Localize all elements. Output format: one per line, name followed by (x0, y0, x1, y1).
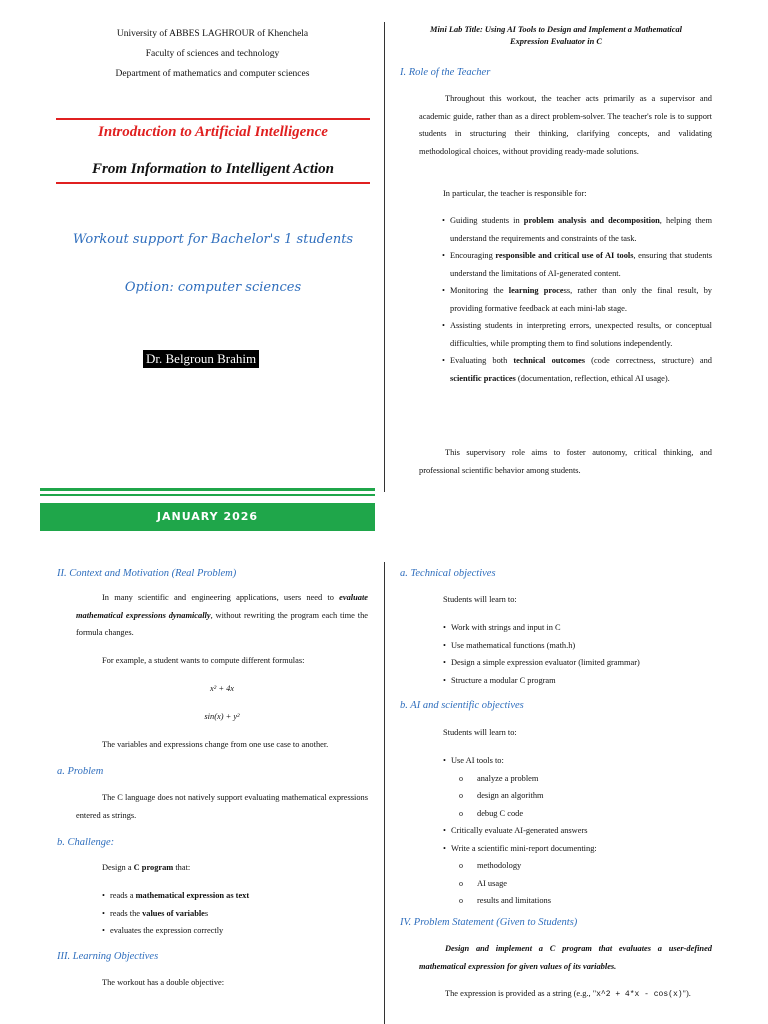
banner-rule-2 (40, 494, 375, 496)
ai-sub-item: o design an algorithm (459, 787, 713, 805)
challenge-item: • evaluates the expression correctly (102, 922, 368, 940)
ai-objectives-list (443, 752, 713, 910)
formula-2: sin(x) + y² (204, 712, 240, 721)
banner-rule-1 (40, 488, 375, 491)
problem-statement: Design and implement a C program that evaluates a user-defined mathematical expression for given values of its variables. (419, 944, 712, 971)
faculty-name: Faculty of sciences and technology (145, 49, 280, 59)
tech-objectives-heading: a. Technical objectives (400, 568, 496, 579)
ai-sub-item: o debug C code (459, 805, 713, 823)
double-objective-line: The workout has a double objective: (102, 978, 225, 987)
duty-item: • Monitoring the learning process, rather than only the final result, by providing formative feedback at each mini-lab stage. (442, 282, 712, 317)
section1-heading: I. Role of the Teacher (400, 67, 491, 78)
section3-heading: III. Learning Objectives (57, 951, 159, 962)
expression-example: The expression is provided as a string (e.g., "x^2 + 4*x - cos(x)"). (445, 989, 691, 999)
design-line: Design a C program that: (102, 863, 191, 872)
ai-sub-item: o methodology (459, 857, 713, 875)
tech-objective-item: • Structure a modular C program (443, 672, 713, 690)
cover-header (40, 24, 385, 84)
closing-paragraph: This supervisory role aims to foster autonomy, critical thinking, and professional scientific behavior among students. (419, 448, 712, 475)
challenge-item: • reads a mathematical expression as text (102, 887, 368, 905)
teacher-intro-text: Throughout this workout, the teacher acts primarily as a supervisor and academic guide, rather than as a direct problem-solver. The teacher's role is to support students in structuring their thinking, clarifying concepts, and validating methodological choices, without providing ready-made solutions. (419, 94, 712, 156)
context-paragraph: In many scientific and engineering applications, users need to evaluate mathematical expressions dynamically, without rewriting the program each time the formula changes. (76, 593, 368, 637)
variables-line: The variables and expressions change from one use case to another. (102, 740, 329, 749)
learn-line-1: Students will learn to: (443, 595, 517, 604)
workout-line: Workout support for Bachelor's 1 students (72, 232, 354, 247)
lab-title (400, 24, 712, 48)
ai-sub-item: o AI usage (459, 875, 713, 893)
duty-item: • Encouraging responsible and critical use of AI tools, ensuring that students understand the limitations of AI-generated content. (442, 247, 712, 282)
option-line: Option: computer sciences (124, 280, 302, 295)
duty-item: • Assisting students in interpreting errors, unexpected results, or conceptual difficulties, while prompting them to find solutions independently. (442, 317, 712, 352)
author-badge (143, 350, 259, 368)
lab-title-line2: Expression Evaluator in C (510, 37, 602, 46)
expression-code: x^2 + 4*x - cos(x) (596, 990, 683, 999)
author-name: Dr. Belgroun Brahim (146, 351, 257, 366)
university-name: University of ABBES LAGHROUR of Khenchela (116, 29, 309, 39)
challenge-list (102, 887, 368, 940)
tech-objective-item: • Design a simple expression evaluator (limited grammar) (443, 654, 713, 672)
duty-item: • Evaluating both technical outcomes (code correctness, structure) and scientific practices (documentation, reflection, ethical AI usage). (442, 352, 712, 387)
challenge-heading: b. Challenge: (57, 837, 115, 848)
tech-objective-item: • Use mathematical functions (math.h) (443, 637, 713, 655)
department-name: Department of mathematics and computer sciences (115, 69, 310, 79)
formula-1: x² + 4x (210, 684, 234, 693)
date-text: JANUARY 2026 (156, 510, 259, 523)
lab-title-line1: Mini Lab Title: Using AI Tools to Design and Implement a Mathematical (430, 25, 682, 34)
responsible-line: In particular, the teacher is responsible for: (443, 189, 587, 198)
course-subtitle: From Information to Intelligent Action (92, 161, 334, 177)
tech-objective-item: • Work with strings and input in C (443, 619, 713, 637)
title-rule-bottom (56, 182, 370, 184)
problem-text: The C language does not natively support evaluating mathematical expressions entered as strings. (76, 793, 368, 820)
ai-objective-item: • Critically evaluate AI-generated answers (443, 822, 713, 840)
ai-objective-item: • Write a scientific mini-report documenting: (443, 840, 713, 858)
challenge-item: • reads the values of variables (102, 905, 368, 923)
column-divider-lower (384, 562, 385, 1024)
title-rule-top (56, 118, 370, 120)
section4-heading: IV. Problem Statement (Given to Students) (400, 917, 578, 928)
course-title: Introduction to Artificial Intelligence (98, 124, 328, 140)
duty-item: • Guiding students in problem analysis and decomposition, helping them understand the requirements and constraints of the task. (442, 212, 712, 247)
section2-heading: II. Context and Motivation (Real Problem) (57, 568, 237, 579)
learn-line-2: Students will learn to: (443, 728, 517, 737)
teacher-intro-paragraph (419, 90, 712, 160)
ai-sub-item: o results and limitations (459, 892, 713, 910)
example-line: For example, a student wants to compute different formulas: (102, 656, 305, 665)
problem-heading: a. Problem (57, 766, 104, 777)
date-banner (40, 503, 375, 531)
ai-objective-item: • Use AI tools to: (443, 752, 713, 770)
teacher-duties-list (442, 212, 712, 387)
ai-objectives-heading: b. AI and scientific objectives (400, 700, 524, 711)
column-divider (384, 22, 385, 492)
tech-objectives-list (443, 619, 713, 689)
ai-sub-item: o analyze a problem (459, 770, 713, 788)
